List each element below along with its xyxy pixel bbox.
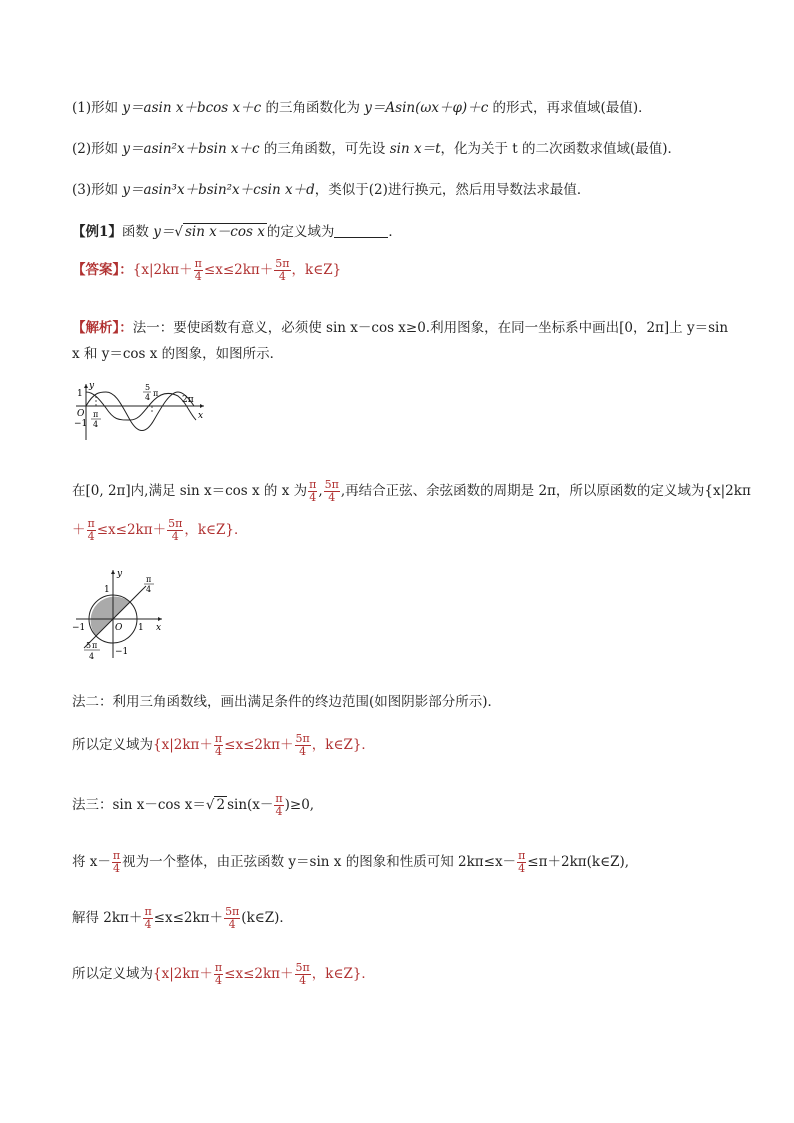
method2-result-a: {x|2kπ＋ (153, 737, 213, 753)
analysis-line1-text: 法一：要使函数有意义，必须使 sin x－cos x≥0.利用图象，在同一坐标系中画出[0，2π]上 y＝sin (132, 320, 729, 336)
fraction-pi-4 (517, 850, 526, 875)
frac-den: 4 (194, 270, 202, 283)
method2-result-set (153, 732, 375, 758)
answer-line (72, 258, 341, 283)
method3-line2-c: ≤π＋2kπ(k∈Z), (527, 854, 630, 870)
fraction-pi-4 (274, 793, 283, 818)
method3-line3-c: (k∈Z)． (241, 910, 293, 926)
analysis-line3-b: , (318, 483, 323, 499)
method3-line-2 (72, 850, 629, 875)
graph2-5pi4-den: 4 (89, 652, 95, 661)
graph1-y-label: y (89, 381, 95, 391)
frac-num: 5π (324, 478, 339, 491)
frac-num: π (214, 732, 223, 745)
frac-den: 4 (278, 270, 286, 283)
method-1-line (72, 96, 652, 116)
example-text-after: 的定义域为 (266, 224, 335, 240)
method-3-formula: y＝asin³x＋bsin²x＋csin x＋d (122, 182, 315, 198)
frac-den: 4 (228, 918, 236, 931)
graph2-x-label: x (156, 623, 162, 633)
method2-result (72, 733, 375, 758)
shaded-region (91, 597, 130, 636)
analysis-tag: 【解析】： (72, 320, 133, 336)
method2-result-c: ，k∈Z}． (311, 737, 375, 753)
method3-result-b: ≤x≤2kπ＋ (224, 966, 294, 982)
method3-line-1 (72, 793, 314, 818)
fraction-5pi-4 (167, 518, 183, 543)
frac-den: 4 (275, 805, 283, 818)
method-1-mid: 的三角函数化为 (261, 100, 365, 116)
fraction-pi-4 (308, 479, 317, 504)
graph1-5pi4-den: 4 (145, 393, 151, 402)
frac-num: 5π (168, 517, 183, 530)
unit-circle-graph (70, 566, 170, 662)
graph2-x-arrow (158, 617, 162, 621)
example-question (72, 220, 402, 240)
fraction-pi-4 (87, 518, 96, 543)
method2-result-b: ≤x≤2kπ＋ (224, 737, 294, 753)
frac-num: π (275, 792, 283, 805)
sin-cos-graph (74, 380, 210, 444)
method-1-prefix: (1)形如 (72, 100, 123, 116)
method3-line1-a: 法三：sin x－cos x＝ (72, 797, 206, 813)
sin-curve (86, 392, 194, 431)
frac-num: π (309, 478, 317, 491)
method3-sqrt-arg: 2 (216, 797, 226, 813)
method2-result-prefix: 所以定义域为 (72, 737, 153, 753)
analysis-line-2 (72, 342, 283, 362)
frac-num: 5π (225, 905, 240, 918)
graph1-x-label: x (198, 411, 204, 421)
frac-num: π (144, 905, 152, 918)
graph2-pi4-num: π (146, 575, 152, 584)
answer-part3: ，k∈Z} (291, 262, 342, 278)
fraction-5pi-4 (274, 258, 290, 283)
method3-line1-b: sin(x－ (227, 797, 274, 813)
analysis-line-1 (72, 316, 728, 336)
method3-line3-b: ≤x≤2kπ＋ (153, 910, 224, 926)
fraction-pi-4 (143, 906, 152, 931)
frac-den: 4 (215, 974, 223, 987)
graph1-two-pi: 2π (182, 395, 194, 405)
frac-den: 4 (309, 491, 317, 504)
frac-den: 4 (113, 862, 121, 875)
frac-num: π (194, 257, 202, 270)
analysis-line2-text: x 和 y＝cos x 的图象，如图所示． (72, 346, 284, 362)
frac-den: 4 (87, 530, 95, 543)
method-1-formula2: y＝Asin(ωx＋φ)＋c (364, 100, 489, 116)
graph1-neg-one: −1 (74, 419, 88, 429)
method-3-line (72, 178, 590, 198)
method-2-suffix: ，化为关于 t 的二次函数求值域(最值)． (440, 141, 682, 157)
graph1-one: 1 (77, 389, 83, 399)
graph1-y-arrow (84, 384, 88, 388)
frac-num: π (214, 961, 223, 974)
fraction-5pi-4 (324, 479, 340, 504)
frac-num: π (112, 849, 121, 862)
answer-part2: ≤x≤2kπ＋ (203, 262, 274, 278)
method3-line2-a: 将 x－ (72, 854, 111, 870)
example-func-radicand: sin x－cos x (184, 224, 265, 240)
frac-den: 4 (299, 974, 307, 987)
method3-line1-c: )≥0, (284, 797, 315, 813)
frac-den: 4 (518, 862, 526, 875)
method3-result-prefix: 所以定义域为 (72, 966, 153, 982)
graph1-5pi4-num: 5 (145, 383, 151, 392)
example-tag: 【例1】 (72, 224, 122, 240)
graph1-origin: O (77, 409, 85, 419)
fraction-5pi-4 (224, 906, 240, 931)
graph2-5pi4-num: 5 (86, 641, 92, 650)
answer-blank (334, 237, 388, 238)
method3-line3-a: 解得 2kπ＋ (72, 910, 143, 926)
frac-num: 5π (275, 257, 290, 270)
method-1-suffix: 的形式，再求值域(最值)． (488, 100, 652, 116)
method3-result (72, 962, 375, 987)
fraction-5pi-4 (295, 962, 311, 987)
method-1-formula: y＝asin x＋bcos x＋c (122, 100, 262, 116)
method-2-formula2: sin x＝t (389, 141, 441, 157)
analysis-line-3 (72, 479, 751, 504)
graph2-pi4-den: 4 (146, 585, 152, 594)
fraction-pi-4 (112, 850, 121, 875)
graph2-one: 1 (138, 623, 144, 633)
frac-den: 4 (171, 530, 179, 543)
method2-text (72, 690, 501, 710)
example-end: ． (388, 224, 402, 240)
analysis-line4-b: ≤x≤2kπ＋ (96, 522, 167, 538)
analysis-line-4 (72, 518, 248, 543)
example-func-lhs: y＝ (153, 224, 175, 240)
sqrt-symbol: √ (205, 797, 215, 813)
graph1-x-arrow (200, 404, 204, 408)
method-3-suffix: ，类似于(2)进行换元，然后用导数法求最值． (314, 182, 591, 198)
graph1-5pi4-pi: π (153, 389, 159, 398)
graph1-pi4-den: 4 (93, 420, 99, 429)
method3-result-c: ，k∈Z}． (311, 966, 375, 982)
graph2-origin: O (115, 623, 123, 633)
method-2-line (72, 137, 681, 157)
fraction-pi-4 (194, 258, 203, 283)
answer-part1: {x|2kπ＋ (132, 262, 193, 278)
frac-den: 4 (144, 918, 152, 931)
graph2-one-y: 1 (104, 585, 110, 595)
method-2-mid: 的三角函数，可先设 (259, 141, 390, 157)
analysis-line3-c: ,再结合正弦、余弦函数的周期是 2π，所以原函数的定义域为{x|2kπ (340, 483, 751, 499)
method-2-formula: y＝asin²x＋bsin x＋c (122, 141, 260, 157)
method3-line-3 (72, 906, 293, 931)
graph2-y-label: y (117, 569, 123, 579)
graph2-neg-one-y: −1 (115, 647, 129, 657)
analysis-line4-c: ，k∈Z}． (184, 522, 248, 538)
method2-description: 法二：利用三角函数线，画出满足条件的终边范围(如图阴影部分所示)． (72, 694, 502, 710)
frac-num: 5π (295, 732, 310, 745)
graph2-5pi4-pi: π (92, 641, 98, 650)
frac-num: π (518, 849, 526, 862)
answer-tag: 【答案】： (72, 262, 133, 278)
frac-num: π (87, 517, 95, 530)
analysis-line4-a: ＋ (72, 522, 86, 538)
graph2-neg-one: −1 (72, 623, 86, 633)
fraction-pi-4 (214, 733, 223, 758)
analysis-line3-a: 在[0, 2π]内,满足 sin x＝cos x 的 x 为 (72, 483, 308, 499)
graph2-y-arrow (111, 570, 115, 574)
method-3-prefix: (3)形如 (72, 182, 123, 198)
method3-result-set (153, 961, 375, 987)
example-text-before: 函数 (121, 224, 154, 240)
frac-den: 4 (215, 745, 223, 758)
method-2-prefix: (2)形如 (72, 141, 123, 157)
frac-num: 5π (295, 961, 310, 974)
sqrt-symbol: √ (174, 224, 183, 240)
method3-result-a: {x|2kπ＋ (153, 966, 213, 982)
method3-line2-b: 视为一个整体，由正弦函数 y＝sin x 的图象和性质可知 2kπ≤x－ (122, 854, 517, 870)
graph1-pi4-num: π (93, 410, 99, 419)
fraction-5pi-4 (295, 733, 311, 758)
fraction-pi-4 (214, 962, 223, 987)
frac-den: 4 (299, 745, 307, 758)
frac-den: 4 (328, 491, 336, 504)
